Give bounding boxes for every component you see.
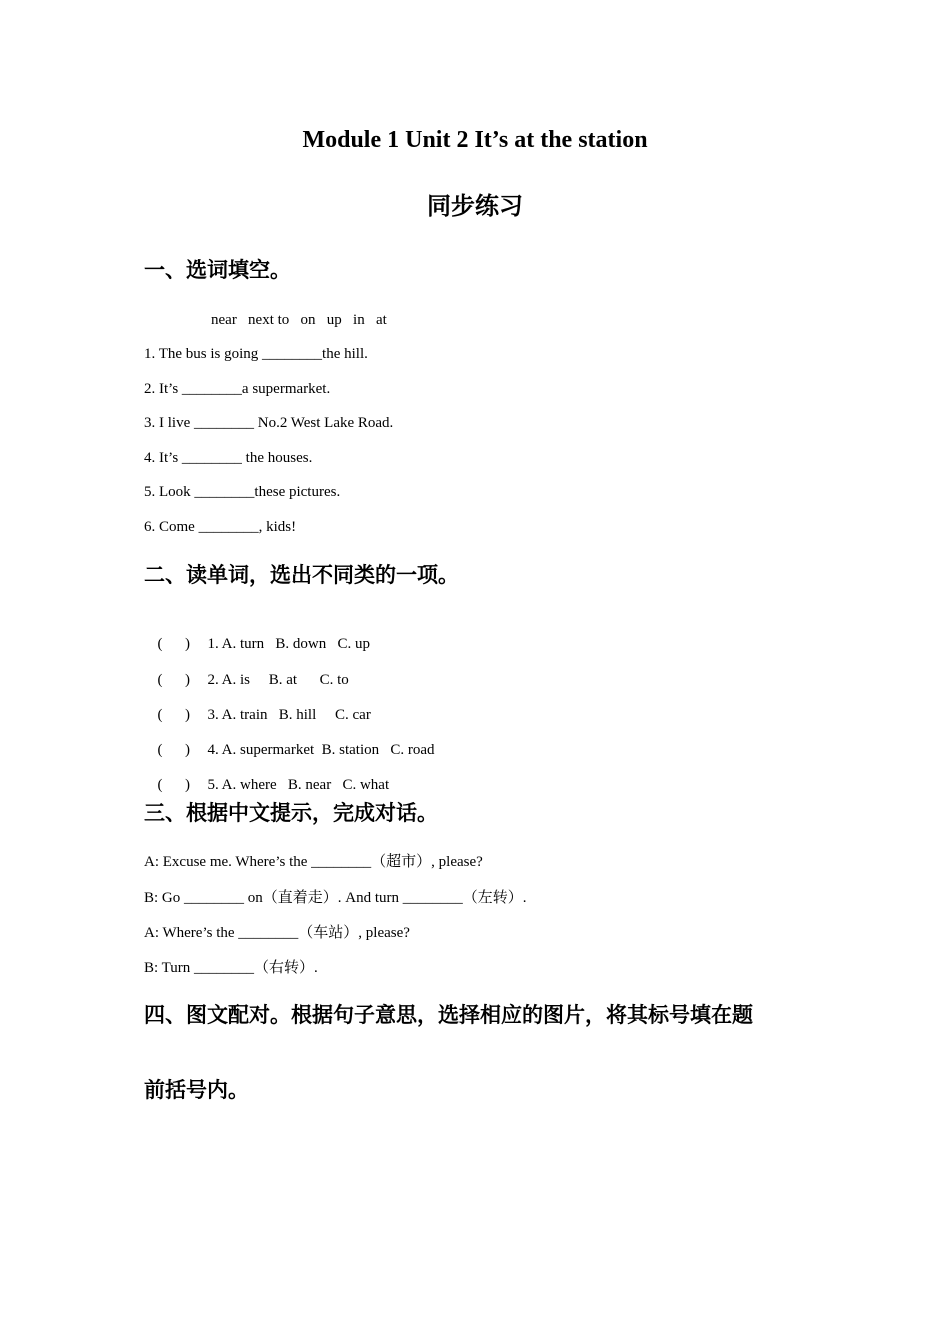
page-subtitle: 同步练习 <box>427 192 523 220</box>
answer-paren: ( ) <box>157 742 190 758</box>
dialogue-line-4: B: Turn ________（右转）. <box>144 960 318 976</box>
section1-item-1: 1. The bus is going ________the hill. <box>144 346 368 362</box>
section2-item-1 <box>150 614 370 654</box>
section1-item-5: 5. Look ________these pictures. <box>144 484 341 500</box>
section2-heading: 二、读单词，选出不同类的一项。 <box>144 563 459 587</box>
section4-heading-line2: 前括号内。 <box>144 1078 249 1102</box>
item-text: 3. A. train B. hill C. car <box>207 707 371 723</box>
answer-paren: ( ) <box>157 777 190 793</box>
item-text: 2. A. is B. at C. to <box>207 672 349 688</box>
section1-item-4: 4. It’s ________ the houses. <box>144 450 313 466</box>
section1-item-2: 2. It’s ________a supermarket. <box>144 381 331 397</box>
section2-item-5 <box>150 755 389 795</box>
section1-item-6: 6. Come ________, kids! <box>144 519 297 535</box>
section4-heading-line1: 四、图文配对。根据句子意思，选择相应的图片，将其标号填在题 <box>144 1003 753 1027</box>
answer-paren: ( ) <box>157 636 190 652</box>
item-text: 1. A. turn B. down C. up <box>207 636 371 652</box>
answer-paren: ( ) <box>157 707 190 723</box>
word-bank: near next to on up in at <box>211 312 387 328</box>
answer-paren: ( ) <box>157 672 190 688</box>
item-text: 5. A. where B. near C. what <box>207 777 390 793</box>
page-title: Module 1 Unit 2 It’s at the station <box>302 127 648 153</box>
section1-item-3: 3. I live ________ No.2 West Lake Road. <box>144 415 394 431</box>
dialogue-line-1: A: Excuse me. Where’s the ________（超市）, please? <box>144 854 483 870</box>
section1-heading: 一、选词填空。 <box>144 258 291 282</box>
section2-item-4 <box>150 720 435 760</box>
dialogue-line-3: A: Where’s the ________（车站）, please? <box>144 925 410 941</box>
item-text: 4. A. supermarket B. station C. road <box>207 742 435 758</box>
dialogue-line-2: B: Go ________ on（直着走）. And turn ________（左转）. <box>144 890 527 906</box>
section2-item-3 <box>150 685 371 725</box>
section2-item-2 <box>150 650 349 690</box>
section3-heading: 三、根据中文提示，完成对话。 <box>144 801 438 825</box>
